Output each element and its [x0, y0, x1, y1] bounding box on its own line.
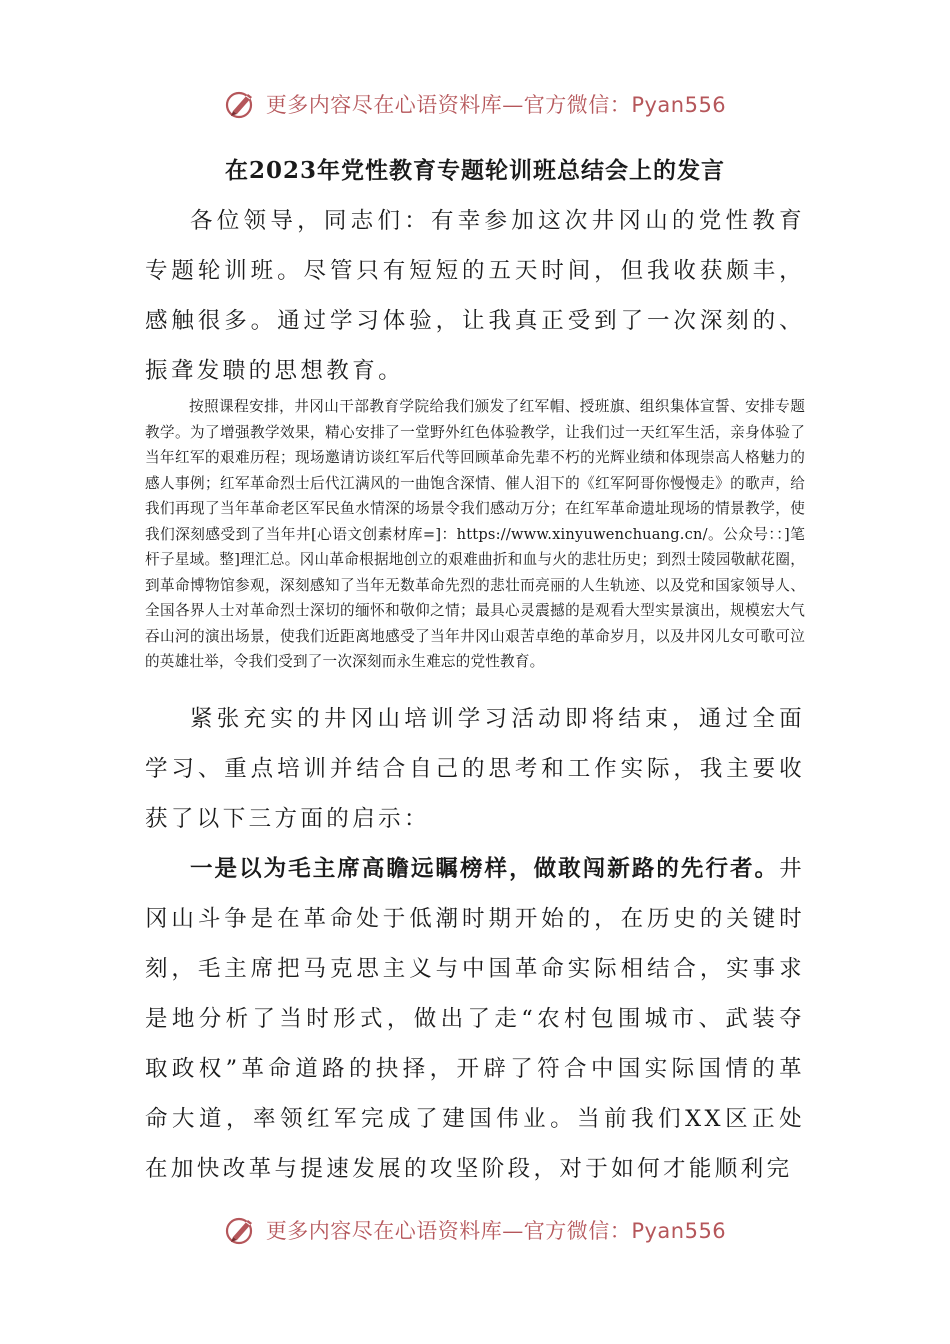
- watermark-wechat-id: Pyan556: [631, 1219, 727, 1243]
- point-one-heading: 一是以为毛主席高瞻远瞩榜样，做敢闯新路的先行者。: [190, 856, 780, 882]
- watermark-label: 更多内容尽在心语资料库—官方微信：: [265, 1219, 632, 1243]
- watermark-label: 更多内容尽在心语资料库—官方微信：: [265, 93, 632, 117]
- paragraph-transition: 紧张充实的井冈山培训学习活动即将结束，通过全面学习、重点培训并结合自己的思考和工作实际，我主要收获了以下三方面的启示：: [145, 706, 805, 832]
- paragraph-course-arrangement: 按照课程安排，井冈山干部教育学院给我们颁发了红军帽、授班旗、组织集体宣誓、安排专题教学。为了增强教学效果，精心安排了一堂野外红色体验教学，让我们过一天红军生活，亲身体验了当年红军的艰难历程；现场邀请访谈红军后代等回顾革命先辈不朽的光辉业绩和体现崇高人格魅力的感人事例；红军革命烈士后代江满风的一曲饱含深情、催人泪下的《红军阿哥你慢慢走》的歌声，给我们再现了当年革命老区军民鱼水情深的场景令我们感动万分；在红军革命遗址现场的情景教学，使我们深刻感受到了当年井[心语文创素材库=]：https://www.xinyuwenchuang.cn/。公众号：：]笔杆子星域。整]理汇总。冈山革命根据地创立的艰难曲折和血与火的悲壮历史；到烈士陵园敬献花圈，到革命博物馆参观，深刻感知了当年无数革命先烈的悲壮而亮丽的人生轨迹、以及党和国家领导人、全国各界人士对革命烈士深切的缅怀和敬仰之情；最具心灵震撼的是观看大型实景演出，规模宏大气吞山河的演出场景，使我们近距离地感受了当年井冈山艰苦卓绝的革命岁月，以及井冈儿女可歌可泣的英雄壮举，令我们受到了一次深刻而永生难忘的党性教育。: [145, 398, 805, 670]
- watermark-text: [266, 89, 726, 119]
- footer-watermark: [0, 1210, 950, 1250]
- watermark-wechat-id: Pyan556: [631, 93, 727, 117]
- document-title: 在2023年党性教育专题轮训班总结会上的发言: [224, 157, 725, 184]
- paragraph-greeting: 各位领导，同志们：有幸参加这次井冈山的党性教育专题轮训班。尽管只有短短的五天时间，但我收获颇丰，感触很多。通过学习体验，让我真正受到了一次深刻的、振聋发聩的思想教育。: [145, 208, 805, 384]
- header-watermark: [0, 84, 950, 124]
- pen-circle-logo-icon: [224, 87, 258, 121]
- paragraph-point-one: [145, 844, 805, 1194]
- point-one-body: 井冈山斗争是在革命处于低潮时期开始的，在历史的关键时刻，毛主席把马克思主义与中国革命实际相结合，实事求是地分析了当时形式，做出了走“农村包围城市、武装夺取政权”革命道路的抉择，开辟了符合中国实际国情的革命大道，率领红军完成了建国伟业。当前我们XX区正处在加快改革与提速发展的攻坚阶段，对于如何才能顺利完: [145, 856, 805, 1182]
- pen-circle-logo-icon: [224, 1213, 258, 1247]
- watermark-text: [266, 1215, 726, 1245]
